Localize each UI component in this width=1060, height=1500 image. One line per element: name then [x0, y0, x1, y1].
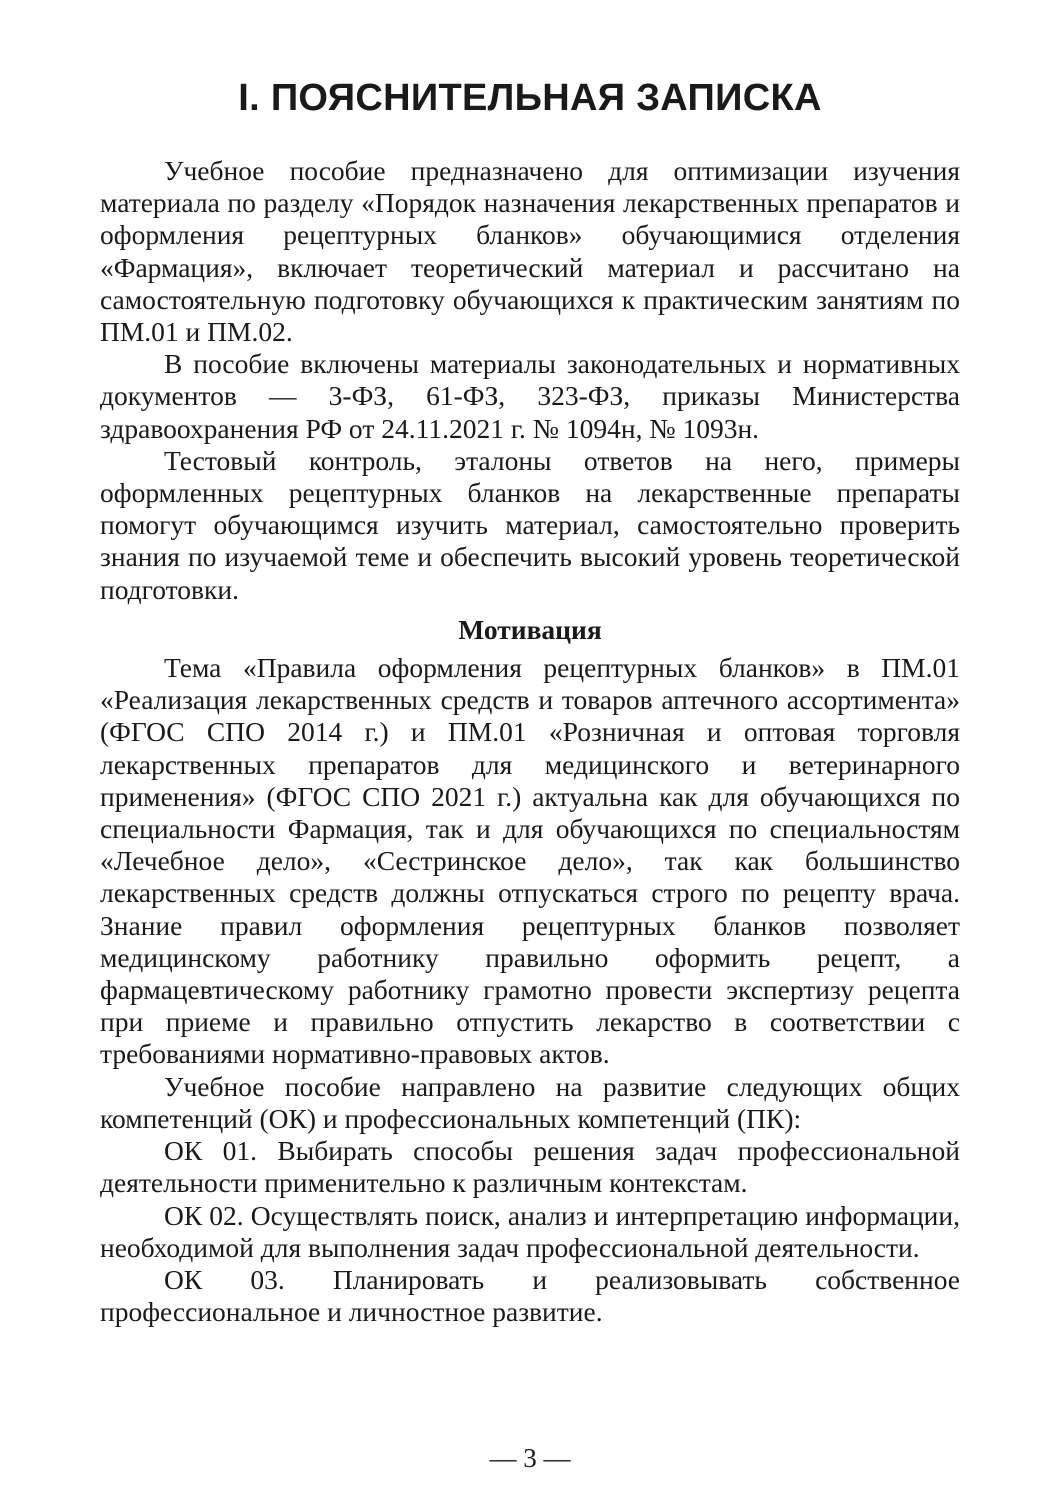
page-title: I. ПОЯСНИТЕЛЬНАЯ ЗАПИСКА — [238, 77, 822, 119]
page-number: — 3 — — [489, 1443, 571, 1473]
intro-paragraph: В пособие включены материалы законодательных и нормативных документов — 3-ФЗ, 61-ФЗ, 323-ФЗ, приказы Министерства здравоохранения РФ от 24.11.2021 г. № 1094н, № 1093н. — [100, 348, 960, 444]
motivation-paragraph: Тема «Правила оформления рецептурных бланков» в ПМ.01 «Реализация лекарственных средств и товаров аптечного ассортимента» (ФГОС СПО 2014 г.) и ПМ.01 «Розничная и оптовая торговля лекарственных препаратов для медицинского и ветеринарного применения» (ФГОС СПО 2021 г.) актуальна как для обучающихся по специальности Фармация, так и для обучающихся по специальностям «Лечебное дело», «Сестринское дело», так как большинство лекарственных средств должны отпускаться строго по рецепту врача. Знание правил оформления рецептурных бланков позволяет медицинскому работнику правильно оформить рецепт, а фармацевтическому работнику грамотно провести экспертизу рецепта при приеме и правильно отпустить лекарство в соответствии с требованиями нормативно-правовых актов. — [100, 652, 960, 1070]
intro-paragraph: Учебное пособие предназначено для оптимизации изучения материала по разделу «Порядок назначения лекарственных препаратов и оформления рецептурных бланков» обучающимися отделения «Фармация», включает теоретический материал и рассчитано на самостоятельную подготовку обучающихся к практическим занятиям по ПМ.01 и ПМ.02. — [100, 155, 960, 348]
competency-item-ok03: ОК 03. Планировать и реализовывать собственное профессиональное и личностное развитие. — [100, 1263, 960, 1328]
intro-paragraph: Тестовый контроль, эталоны ответов на него, примеры оформленных рецептурных бланков на лекарственные препараты помогут обучающимся изучить материал, самостоятельно проверить знания по изучаемой теме и обеспечить высокий уровень теоретической подготовки. — [100, 444, 960, 605]
competency-item-ok01: ОК 01. Выбирать способы решения задач профессиональной деятельности применительно к различным контекстам. — [100, 1135, 960, 1199]
section-heading-motivation: Мотивация — [458, 613, 602, 645]
competency-item-ok02: ОК 02. Осуществлять поиск, анализ и интерпретацию информации, необходимой для выполнения задач профессиональной деятельности. — [100, 1199, 960, 1263]
motivation-paragraph: Учебное пособие направлено на развитие следующих общих компетенций (ОК) и профессиональных компетенций (ПК): — [100, 1070, 960, 1134]
body-text — [100, 155, 960, 1328]
